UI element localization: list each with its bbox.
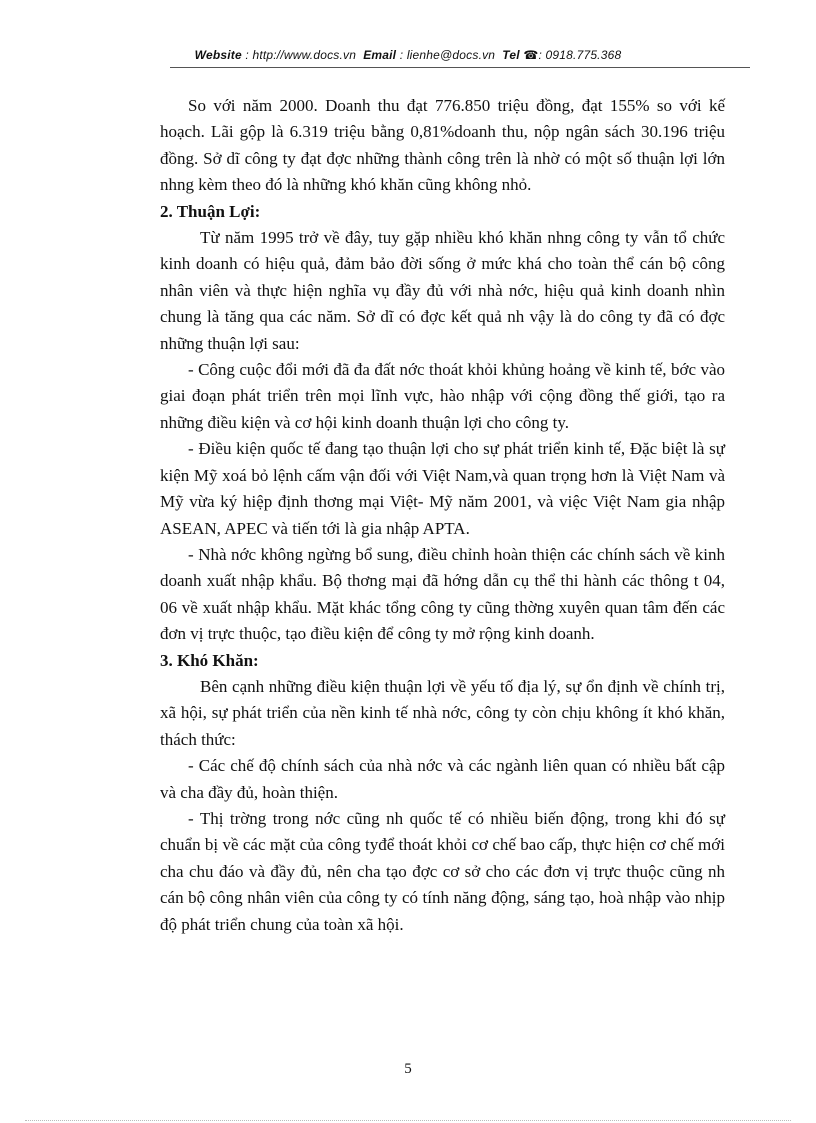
tel-label: Tel [502, 48, 520, 62]
paragraph-difficulty-2: - Thị trờng trong nớc cũng nh quốc tế có nhiều biến động, trong khi đó sự chuẩn bị về các mặt của công tyđể thoát khỏi cơ chế bao cấp, thực hiện cơ chế mới cha chu đáo và đầy đủ, nên cha tạo đợc cơ sở cho các đơn vị trực thuộc cũng nh cán bộ công nhân viên của công ty có tính năng động, sáng tạo, hoà nhập vào nhịp độ phát triển chung của toàn xã hội. [160, 808, 725, 934]
paragraph-advantage-3: - Nhà nớc không ngừng bổ sung, điều chỉnh hoàn thiện các chính sách về kinh doanh xuất nhập khẩu. Bộ thơng mại đã hớng dẫn cụ thể thi hành các thông t 04, 06 về xuất nhập khẩu. Mặt khác tổng công ty cũng thờng xuyên quan tâm đến các đơn vị trực thuộc, tạo điều kiện để công ty mở rộng kinh doanh. [160, 544, 725, 644]
email-label: Email [363, 48, 397, 62]
tel-value: : 0918.775.368 [538, 48, 622, 62]
bottom-divider [25, 1120, 791, 1121]
paragraph-advantage-1: - Công cuộc đổi mới đã đa đất nớc thoát khỏi khủng hoảng về kinh tế, bớc vào giai đoạn phát triển trên mọi lĩnh vực, hào nhập với cộng đồng thế giới, tạo ra những điều kiện và cơ hội kinh doanh thuận lợi cho công ty. [160, 360, 725, 432]
paragraph-advantages-intro: Từ năm 1995 trở về đây, tuy gặp nhiều khó khăn nhng công ty vẫn tổ chức kinh doanh có hiệu quả, đảm bảo đời sống ở mức khá cho toàn thể cán bộ công nhân viên và thực hiện nghĩa vụ đầy đủ với nhà nớc, hiệu quả kinh doanh nhìn chung là tăng qua các năm. Sở dĩ có đợc kết quả nh vậy là do công ty đã có đợc những thuận lợi sau: [160, 228, 725, 353]
paragraph-advantage-2: - Điều kiện quốc tế đang tạo thuận lợi cho sự phát triển kinh tế, Đặc biệt là sự kiện Mỹ xoá bỏ lệnh cấm vận đối với Việt Nam,và quan trọng hơn là Việt Nam và Mỹ vừa ký hiệp định thơng mại Việt- Mỹ năm 2001, và việc Việt Nam gia nhập ASEAN, APEC và tiến tới là gia nhập APTA. [160, 439, 725, 538]
phone-icon: ☎ [523, 48, 539, 62]
website-label: Website [194, 48, 242, 62]
section-heading-difficulties: 3. Khó Khăn: [160, 650, 259, 670]
paragraph-difficulty-1: - Các chế độ chính sách của nhà nớc và các ngành liên quan có nhiều bất cập và cha đầy đủ, hoàn thiện. [160, 756, 725, 802]
website-value[interactable]: : http://www.docs.vn [245, 48, 357, 62]
section-heading-advantages: 2. Thuận Lợi: [160, 201, 261, 221]
paragraph-difficulties-intro: Bên cạnh những điều kiện thuận lợi về yếu tố địa lý, sự ổn định về chính trị, xã hội, sự phát triển của nền kinh tế nhà nớc, công ty còn chịu không ít khó khăn, thách thức: [160, 676, 725, 749]
email-value[interactable]: : lienhe@docs.vn [399, 48, 496, 62]
document-body [160, 93, 725, 938]
header-divider [170, 67, 750, 68]
page-header [0, 48, 816, 62]
page-number: 5 [404, 1061, 412, 1077]
paragraph-revenue: So với năm 2000. Doanh thu đạt 776.850 triệu đồng, đạt 155% so với kế hoạch. Lãi gộp là 6.319 triệu bằng 0,81%doanh thu, nộp ngân sách 30.196 triệu đồng. Sở dĩ công ty đạt đợc những thành công trên là nhờ có một số thuận lợi lớn nhng kèm theo đó là những khó khăn cũng không nhỏ. [160, 96, 725, 195]
